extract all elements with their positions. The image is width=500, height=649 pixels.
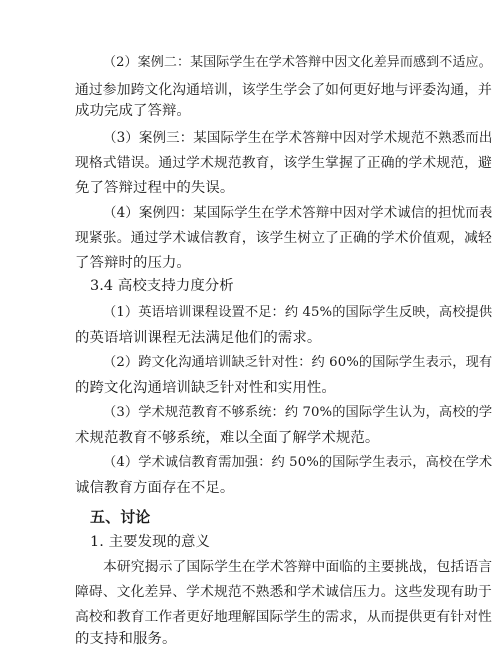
support-item1-line2: 的英语培训课程无法满足他们的需求。 [75, 330, 322, 346]
case3-line3: 免了答辩过程中的失误。 [75, 180, 235, 196]
support-item2-line2: 的跨文化沟通培训缺乏针对性和实用性。 [75, 380, 336, 396]
subsection-5-1-heading: 1. 主要发现的意义 [90, 534, 211, 550]
discussion-line2: 障碍、文化差异、学术规范不熟悉和学术诚信压力。这些发现有助于 [75, 584, 492, 600]
support-item4-line2: 诚信教育方面存在不足。 [75, 480, 235, 496]
support-item3-line1: （3）学术规范教育不够系统：约 70%的国际学生认为，高校的学 [103, 405, 493, 420]
case3-line2: 现格式错误。通过学术规范教育，该学生掌握了正确的学术规范，避 [75, 155, 492, 171]
support-item1-line1: （1）英语培训课程设置不足：约 45%的国际学生反映，高校提供 [103, 305, 493, 320]
support-item3-line2: 术规范教育不够系统，难以全面了解学术规范。 [75, 430, 380, 446]
support-item4-line1: （4）学术诚信教育需加强：约 50%的国际学生表示，高校在学术 [103, 455, 493, 470]
case4-line1: （4）案例四：某国际学生在学术答辩中因对学术诚信的担忧而表 [103, 205, 493, 221]
case2-line1: （2）案例二：某国际学生在学术答辩中因文化差异而感到不适应。 [103, 55, 492, 70]
case4-line3: 了答辩时的压力。 [75, 255, 191, 271]
case2-line2: 通过参加跨文化沟通培训，该学生学会了如何更好地与评委沟通，并 [75, 82, 492, 98]
discussion-line3: 高校和教育工作者更好地理解国际学生的需求，从而提供更有针对性 [75, 609, 492, 625]
case3-line1: （3）案例三：某国际学生在学术答辩中因对学术规范不熟悉而出 [103, 130, 493, 146]
section-5-heading: 五、讨论 [90, 508, 151, 526]
discussion-line1: 本研究揭示了国际学生在学术答辩中面临的主要挑战，包括语言 [103, 559, 493, 575]
section-3-4-heading: 3.4 高校支持力度分析 [90, 278, 234, 294]
case4-line2: 现紧张。通过学术诚信教育，该学生树立了正确的学术价值观，减轻 [75, 230, 492, 246]
support-item2-line1: （2）跨文化沟通培训缺乏针对性：约 60%的国际学生表示，现有 [103, 355, 493, 370]
case2-line3: 成功完成了答辩。 [75, 103, 191, 119]
discussion-line4: 的支持和服务。 [75, 631, 177, 647]
